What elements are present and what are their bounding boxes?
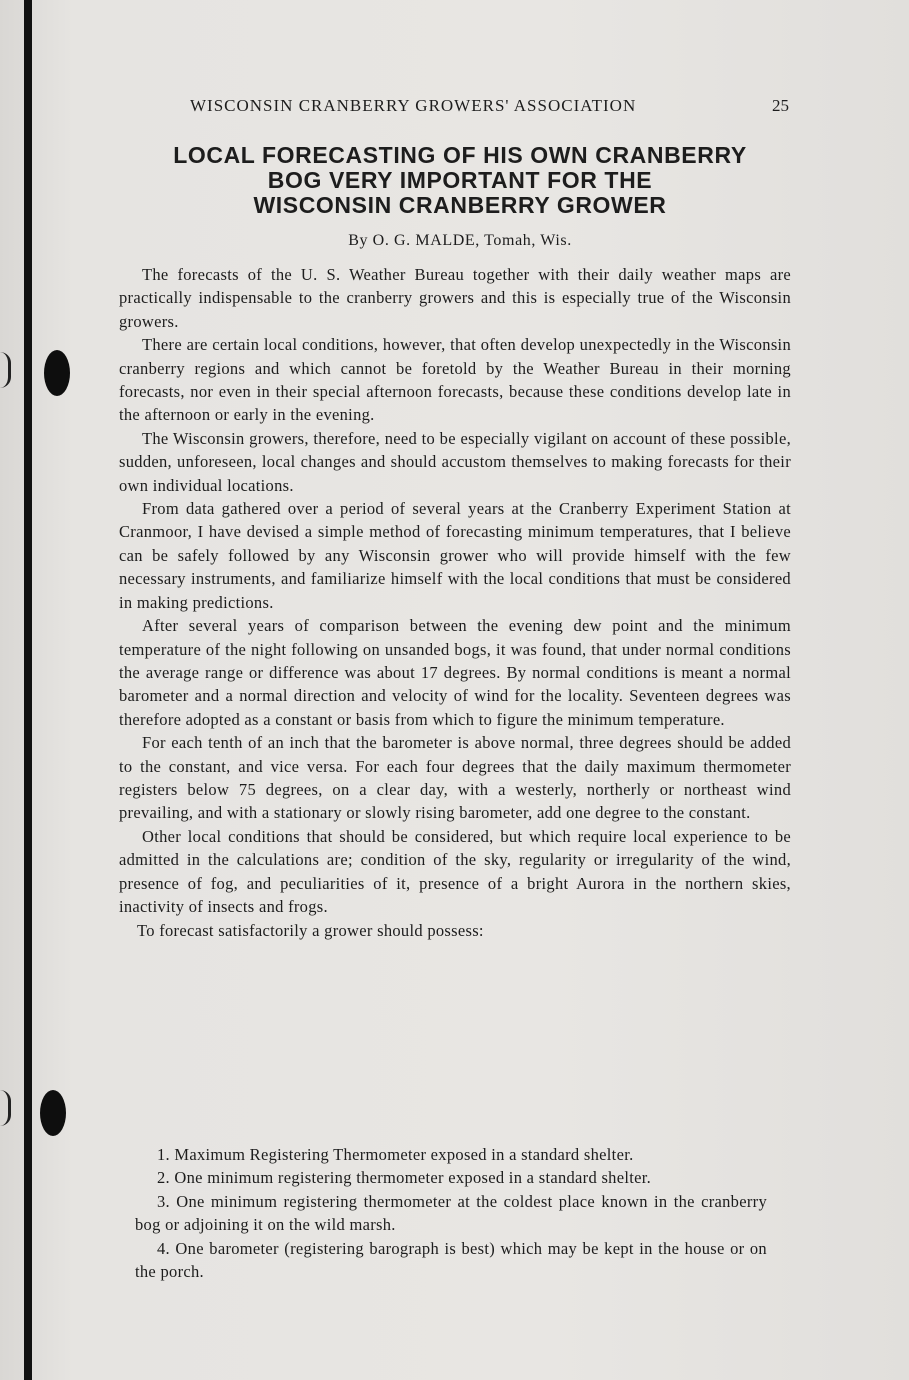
paragraph: The forecasts of the U. S. Weather Bureau together with their daily weather maps are practically indispensable to the cranberry growers and this is especially true of the Wisconsin growers.	[119, 265, 791, 331]
punch-hole-top	[44, 350, 70, 396]
punch-hole-bottom	[40, 1090, 66, 1136]
paragraph: For each tenth of an inch that the barometer is above normal, three degrees should be added to the constant, and vice versa. For each four degrees that the daily maximum thermometer registers below 75 degrees, on a clear day, with a westerly, northerly or northeast wind prevailing, and with a stationary or slowly rising barometer, add one degree to the constant.	[119, 733, 791, 823]
title-line: WISCONSIN CRANBERRY GROWER	[253, 192, 667, 218]
paragraph: From data gathered over a period of several years at the Cranberry Experiment Station at Cranmoor, I have devised a simple method of forecasting minimum temperatures, that I believe can be safely followed by any Wisconsin grower who will provide himself with the few necessary instruments, and familiarize himself with the local conditions that must be considered in making predictions.	[119, 499, 791, 612]
binding-edge	[24, 0, 32, 1380]
paragraph: The Wisconsin growers, therefore, need to be especially vigilant on account of these possible, sudden, unforeseen, local changes and should accustom themselves to making forecasts for their own individual locations.	[119, 428, 791, 495]
article-body	[119, 263, 791, 943]
list-intro: To forecast satisfactorily a grower should possess:	[137, 921, 484, 941]
paragraph: Other local conditions that should be considered, but which require local experience to be admitted in the calculations are; condition of the sky, regularity or irregularity of the wind, presence of fog, and peculiarities of it, presence of a bright Aurora in the northern skies, inactivity of insects and frogs.	[119, 826, 791, 916]
article-title	[120, 143, 800, 218]
byline: By O. G. MALDE, Tomah, Wis.	[348, 232, 572, 249]
instrument-list	[135, 1143, 767, 1283]
list-item: 3. One minimum registering thermometer at the coldest place known in the cranberry bog or adjoining it on the wild marsh.	[135, 1191, 767, 1235]
title-line: BOG VERY IMPORTANT FOR THE	[267, 167, 653, 193]
running-head: WISCONSIN CRANBERRY GROWERS' ASSOCIATION	[190, 96, 637, 115]
page-number: 25	[772, 96, 789, 115]
list-item: 4. One barometer (registering barograph is best) which may be kept in the house or on the porch.	[135, 1238, 767, 1282]
list-item: 1. Maximum Registering Thermometer exposed in a standard shelter.	[157, 1145, 634, 1164]
paragraph: There are certain local conditions, however, that often develop unexpectedly in the Wisconsin cranberry regions and which cannot be foretold by the Weather Bureau in their morning forecasts, nor even in their special afternoon forecasts, because these conditions develop late in the afternoon or early in the evening.	[119, 335, 791, 425]
edge-mark-top	[0, 352, 11, 388]
title-line: LOCAL FORECASTING OF HIS OWN CRANBERRY	[173, 142, 747, 168]
list-item: 2. One minimum registering thermometer exposed in a standard shelter.	[157, 1168, 652, 1188]
paragraph: After several years of comparison between the evening dew point and the minimum temperature of the night following on unsanded bogs, it was found, that under normal conditions the average range or difference was about 17 degrees. By normal conditions is meant a normal barometer and a normal direction and velocity of wind for the locality. Seventeen degrees was therefore adopted as a constant or basis from which to figure the minimum temperature.	[119, 616, 791, 729]
edge-mark-bottom	[0, 1090, 11, 1126]
